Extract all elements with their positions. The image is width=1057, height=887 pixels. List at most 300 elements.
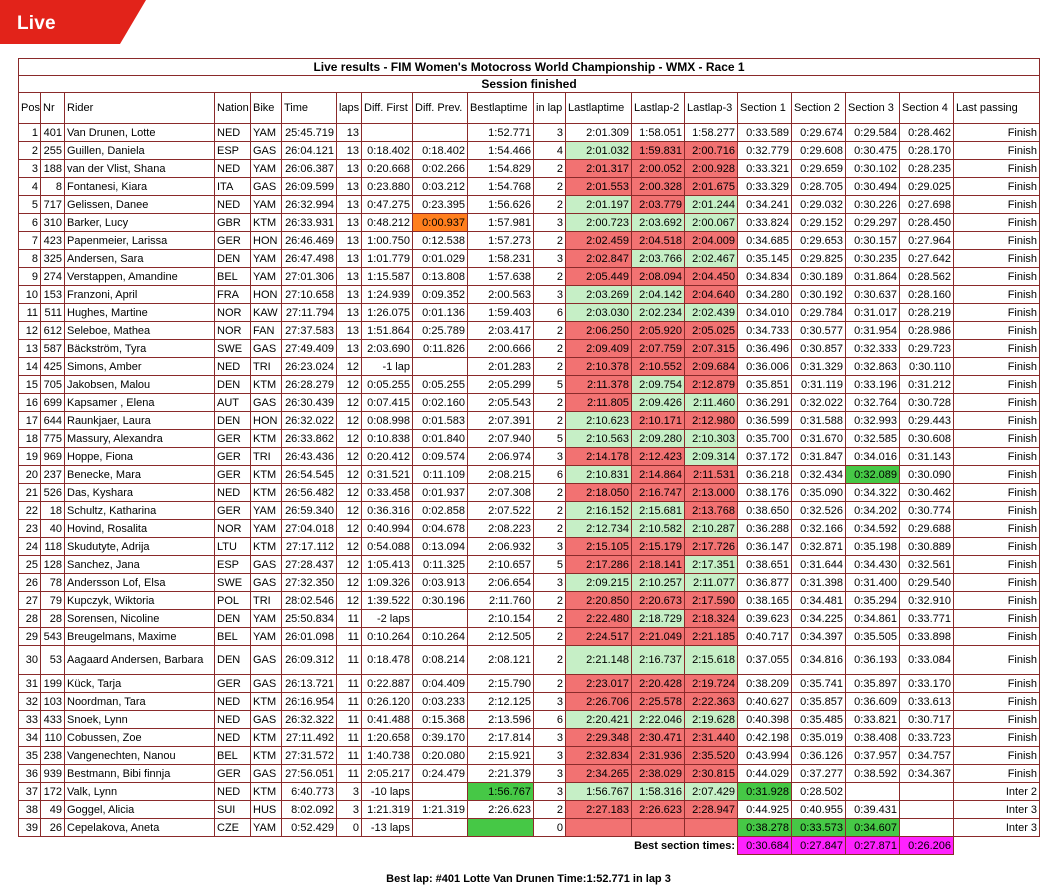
cell-in-lap: 3 [534,448,566,466]
cell-in-lap: 3 [534,286,566,304]
cell-rider: van der Vlist, Shana [65,160,215,178]
cell-s3: 0:34.202 [846,502,900,520]
cell-last3 [685,819,738,837]
cell-pos: 16 [19,394,41,412]
cell-time: 27:04.018 [282,520,337,538]
cell-diff-prev: 0:12.538 [413,232,468,250]
page-title: Live results - FIM Women's Motocross World Championship - WMX - Race 1 [19,59,1040,76]
cell-time: 27:28.437 [282,556,337,574]
cell-in-lap: 5 [534,430,566,448]
cell-last2: 2:20.428 [632,675,685,693]
cell-s1: 0:34.241 [738,196,792,214]
cell-s1: 0:38.209 [738,675,792,693]
cell-last2: 2:15.179 [632,538,685,556]
cell-s4: 0:29.443 [900,412,954,430]
cell-s2: 0:30.192 [792,286,846,304]
cell-s4: 0:32.561 [900,556,954,574]
cell-pos: 14 [19,358,41,376]
cell-last: 2:01.553 [566,178,632,196]
cell-nation: SWE [215,574,251,592]
cell-laps: 12 [337,520,362,538]
cell-diff-prev: 0:05.255 [413,376,468,394]
table-row [19,412,1040,430]
cell-bike: YAM [251,160,282,178]
cell-last: 2:32.834 [566,747,632,765]
cell-rider: Cobussen, Zoe [65,729,215,747]
cell-s2: 0:29.608 [792,142,846,160]
cell-laps: 12 [337,574,362,592]
cell-time: 0:52.429 [282,819,337,837]
cell-time: 26:33.862 [282,430,337,448]
cell-laps: 12 [337,358,362,376]
cell-s1: 0:36.218 [738,466,792,484]
cell-diff-prev: 0:11.325 [413,556,468,574]
cell-diff-prev: 0:09.352 [413,286,468,304]
cell-diff-first: 0:31.521 [362,466,413,484]
cell-laps: 13 [337,322,362,340]
table-row [19,268,1040,286]
cell-rider: Raunkjaer, Laura [65,412,215,430]
cell-passing: Finish [954,574,1040,592]
cell-nation: ITA [215,178,251,196]
cell-laps: 13 [337,340,362,358]
cell-nation: GER [215,466,251,484]
cell-last: 2:03.269 [566,286,632,304]
cell-s4: 0:33.170 [900,675,954,693]
cell-nation: GER [215,675,251,693]
cell-diff-first: 0:20.668 [362,160,413,178]
cell-s1: 0:40.627 [738,693,792,711]
table-row [19,747,1040,765]
cell-nr: 775 [41,430,65,448]
cell-pos: 20 [19,466,41,484]
cell-in-lap: 2 [534,322,566,340]
cell-last2: 2:10.257 [632,574,685,592]
cell-rider: Skudutyte, Adrija [65,538,215,556]
cell-s3: 0:31.400 [846,574,900,592]
col-header-lastlap-2: Lastlap-2 [632,93,685,124]
cell-nr: 172 [41,783,65,801]
cell-diff-prev: 0:10.264 [413,628,468,646]
cell-bike: FAN [251,322,282,340]
cell-time: 27:49.409 [282,340,337,358]
cell-best: 2:07.940 [468,430,534,448]
cell-passing: Finish [954,268,1040,286]
cell-last2: 2:30.471 [632,729,685,747]
table-row [19,783,1040,801]
cell-last: 2:01.032 [566,142,632,160]
cell-s2: 0:29.653 [792,232,846,250]
cell-rider: Fontanesi, Kiara [65,178,215,196]
cell-last: 2:02.459 [566,232,632,250]
cell-s3: 0:36.609 [846,693,900,711]
cell-s1: 0:40.398 [738,711,792,729]
col-header-bestlaptime: Bestlaptime [468,93,534,124]
cell-laps: 12 [337,412,362,430]
cell-bike: GAS [251,646,282,675]
cell-laps: 13 [337,232,362,250]
cell-rider: Jakobsen, Malou [65,376,215,394]
cell-pos: 3 [19,160,41,178]
cell-nr: 199 [41,675,65,693]
cell-pos: 18 [19,430,41,448]
cell-rider: Verstappen, Amandine [65,268,215,286]
cell-diff-first: 0:10.838 [362,430,413,448]
cell-s4: 0:30.889 [900,538,954,556]
cell-laps: 12 [337,592,362,610]
cell-s1: 0:33.824 [738,214,792,232]
cell-best: 1:56.767 [468,783,534,801]
cell-bike: GAS [251,340,282,358]
cell-s3: 0:33.196 [846,376,900,394]
cell-best: 2:05.299 [468,376,534,394]
cell-s1: 0:42.198 [738,729,792,747]
cell-time: 26:04.121 [282,142,337,160]
cell-passing: Finish [954,765,1040,783]
cell-bike: KTM [251,376,282,394]
cell-s2: 0:29.674 [792,124,846,142]
cell-laps: 13 [337,124,362,142]
table-row [19,693,1040,711]
cell-passing: Finish [954,304,1040,322]
cell-in-lap: 2 [534,801,566,819]
cell-best: 2:21.379 [468,765,534,783]
cell-in-lap: 3 [534,538,566,556]
cell-nr: 53 [41,646,65,675]
cell-time: 25:45.719 [282,124,337,142]
cell-diff-prev: 0:01.840 [413,430,468,448]
cell-last3: 2:00.928 [685,160,738,178]
cell-best: 1:57.638 [468,268,534,286]
cell-s1: 0:35.145 [738,250,792,268]
cell-rider: Sorensen, Nicoline [65,610,215,628]
cell-last2: 2:00.052 [632,160,685,178]
cell-best: 2:15.921 [468,747,534,765]
cell-nr: 237 [41,466,65,484]
cell-diff-first: 1:15.587 [362,268,413,286]
cell-s1: 0:36.877 [738,574,792,592]
cell-bike: YAM [251,250,282,268]
cell-in-lap: 2 [534,232,566,250]
cell-nation: DEN [215,412,251,430]
cell-last3: 2:02.467 [685,250,738,268]
cell-laps: 12 [337,376,362,394]
cell-bike: TRI [251,448,282,466]
table-row [19,304,1040,322]
cell-s2: 0:32.434 [792,466,846,484]
results-table [18,58,1040,855]
cell-s3: 0:36.193 [846,646,900,675]
cell-passing: Finish [954,178,1040,196]
cell-s4: 0:34.367 [900,765,954,783]
cell-bike: KTM [251,747,282,765]
cell-diff-prev: 0:00.937 [413,214,468,232]
cell-s3: 0:35.198 [846,538,900,556]
cell-passing: Finish [954,376,1040,394]
cell-diff-prev: 0:08.214 [413,646,468,675]
cell-s3: 0:31.017 [846,304,900,322]
cell-nation: DEN [215,376,251,394]
cell-diff-first: 0:05.255 [362,376,413,394]
cell-time: 27:32.350 [282,574,337,592]
cell-last: 2:10.831 [566,466,632,484]
cell-diff-prev [413,819,468,837]
cell-nation: BEL [215,628,251,646]
cell-passing: Finish [954,711,1040,729]
cell-in-lap: 3 [534,783,566,801]
cell-passing: Finish [954,286,1040,304]
cell-time: 26:56.482 [282,484,337,502]
cell-in-lap: 6 [534,711,566,729]
cell-bike: KAW [251,304,282,322]
cell-s1: 0:38.165 [738,592,792,610]
cell-diff-prev: 0:11.826 [413,340,468,358]
cell-last3: 2:12.879 [685,376,738,394]
cell-time: 26:32.994 [282,196,337,214]
cell-best: 2:08.121 [468,646,534,675]
cell-s2: 0:32.526 [792,502,846,520]
cell-last: 2:26.706 [566,693,632,711]
cell-s1: 0:35.700 [738,430,792,448]
cell-in-lap: 2 [534,412,566,430]
cell-time: 25:50.834 [282,610,337,628]
cell-last3: 2:22.363 [685,693,738,711]
cell-s2: 0:30.857 [792,340,846,358]
cell-s2: 0:32.871 [792,538,846,556]
cell-nation: ESP [215,556,251,574]
cell-nation: GER [215,232,251,250]
cell-laps: 11 [337,729,362,747]
cell-nr: 153 [41,286,65,304]
cell-last2: 1:58.051 [632,124,685,142]
cell-pos: 26 [19,574,41,592]
best-section-label: Best section times: [634,839,735,852]
cell-pos: 35 [19,747,41,765]
cell-nation: SWE [215,340,251,358]
cell-s3: 0:29.584 [846,124,900,142]
cell-nation: GER [215,502,251,520]
cell-time: 26:32.322 [282,711,337,729]
cell-s1: 0:37.055 [738,646,792,675]
cell-last2: 2:16.737 [632,646,685,675]
cell-rider: Papenmeier, Larissa [65,232,215,250]
cell-s2: 0:35.090 [792,484,846,502]
cell-pos: 15 [19,376,41,394]
cell-bike: KTM [251,214,282,232]
cell-last: 2:02.847 [566,250,632,268]
cell-nr: 310 [41,214,65,232]
cell-s2: 0:34.397 [792,628,846,646]
table-row [19,801,1040,819]
cell-rider: Sanchez, Jana [65,556,215,574]
cell-last2: 2:02.234 [632,304,685,322]
cell-laps: 13 [337,268,362,286]
cell-diff-first: 1:20.658 [362,729,413,747]
cell-diff-first: 1:51.864 [362,322,413,340]
cell-bike: YAM [251,502,282,520]
cell-diff-prev: 0:03.212 [413,178,468,196]
cell-best [468,819,534,837]
cell-s2: 0:35.485 [792,711,846,729]
cell-last3: 2:09.684 [685,358,738,376]
cell-passing: Finish [954,556,1040,574]
table-row [19,592,1040,610]
cell-diff-first: 0:18.478 [362,646,413,675]
cell-last2: 2:03.692 [632,214,685,232]
cell-bike: KTM [251,484,282,502]
cell-s2: 0:31.847 [792,448,846,466]
cell-passing: Finish [954,358,1040,376]
cell-nation: NED [215,124,251,142]
cell-nr: 717 [41,196,65,214]
cell-diff-prev [413,124,468,142]
cell-laps: 13 [337,304,362,322]
cell-last2: 2:21.049 [632,628,685,646]
cell-best: 2:06.932 [468,538,534,556]
cell-time: 26:01.098 [282,628,337,646]
cell-laps: 12 [337,430,362,448]
cell-best: 1:52.771 [468,124,534,142]
cell-rider: Seleboe, Mathea [65,322,215,340]
cell-s4: 0:33.723 [900,729,954,747]
cell-passing: Finish [954,448,1040,466]
cell-last2: 2:09.280 [632,430,685,448]
cell-diff-first: 0:54.088 [362,538,413,556]
cell-last: 2:11.805 [566,394,632,412]
cell-last2: 2:04.142 [632,286,685,304]
cell-diff-first: 1:00.750 [362,232,413,250]
cell-last: 2:00.723 [566,214,632,232]
cell-s4: 0:28.160 [900,286,954,304]
cell-last2: 2:22.046 [632,711,685,729]
cell-last: 2:01.197 [566,196,632,214]
cell-nation: NED [215,693,251,711]
cell-best: 2:07.391 [468,412,534,430]
cell-passing: Finish [954,160,1040,178]
cell-pos: 17 [19,412,41,430]
cell-s1: 0:43.994 [738,747,792,765]
cell-time: 27:31.572 [282,747,337,765]
col-header-laps: laps [337,93,362,124]
cell-best: 2:15.790 [468,675,534,693]
cell-diff-prev [413,783,468,801]
cell-pos: 7 [19,232,41,250]
table-row [19,322,1040,340]
cell-pos: 9 [19,268,41,286]
cell-s4: 0:30.110 [900,358,954,376]
cell-rider: Vangenechten, Nanou [65,747,215,765]
table-row [19,358,1040,376]
cell-rider: Kück, Tarja [65,675,215,693]
cell-laps: 12 [337,394,362,412]
cell-passing: Finish [954,592,1040,610]
cell-passing: Finish [954,675,1040,693]
table-row [19,675,1040,693]
cell-nation: SUI [215,801,251,819]
cell-time: 26:28.279 [282,376,337,394]
cell-rider: Goggel, Alicia [65,801,215,819]
cell-time: 26:47.498 [282,250,337,268]
cell-pos: 37 [19,783,41,801]
cell-s3: 0:35.294 [846,592,900,610]
cell-in-lap: 2 [534,628,566,646]
cell-bike: KTM [251,729,282,747]
cell-s3: 0:32.333 [846,340,900,358]
cell-last2: 2:07.759 [632,340,685,358]
cell-s1: 0:38.278 [738,819,792,837]
cell-bike: HUS [251,801,282,819]
cell-nr: 425 [41,358,65,376]
cell-rider: Cepelakova, Aneta [65,819,215,837]
cell-diff-prev: 0:18.402 [413,142,468,160]
cell-last: 2:10.623 [566,412,632,430]
cell-pos: 29 [19,628,41,646]
cell-diff-first: 0:33.458 [362,484,413,502]
cell-nr: 40 [41,520,65,538]
cell-last: 2:23.017 [566,675,632,693]
cell-in-lap: 4 [534,142,566,160]
cell-nation: NOR [215,304,251,322]
cell-diff-first: -2 laps [362,610,413,628]
cell-bike: GAS [251,675,282,693]
cell-s3: 0:32.585 [846,430,900,448]
cell-s4: 0:28.562 [900,268,954,286]
cell-nr: 274 [41,268,65,286]
cell-pos: 31 [19,675,41,693]
cell-diff-prev [413,610,468,628]
cell-nr: 78 [41,574,65,592]
cell-last3: 2:04.450 [685,268,738,286]
cell-s3: 0:30.235 [846,250,900,268]
cell-last2: 2:05.920 [632,322,685,340]
cell-last: 2:16.152 [566,502,632,520]
col-header-lastlaptime: Lastlaptime [566,93,632,124]
header-row [19,93,1040,124]
cell-passing: Finish [954,142,1040,160]
cell-last3: 2:12.980 [685,412,738,430]
cell-in-lap: 3 [534,747,566,765]
cell-nr: 79 [41,592,65,610]
results-container [18,58,1039,855]
cell-nation: DEN [215,646,251,675]
cell-s2: 0:29.032 [792,196,846,214]
cell-in-lap: 3 [534,214,566,232]
cell-pos: 6 [19,214,41,232]
cell-diff-first: 1:40.738 [362,747,413,765]
cell-in-lap: 3 [534,124,566,142]
cell-rider: Hovind, Rosalita [65,520,215,538]
cell-rider: Valk, Lynn [65,783,215,801]
cell-last3: 2:07.315 [685,340,738,358]
cell-bike: HON [251,412,282,430]
cell-rider: Massury, Alexandra [65,430,215,448]
cell-passing: Finish [954,214,1040,232]
table-row [19,484,1040,502]
cell-passing: Finish [954,232,1040,250]
cell-s2: 0:31.398 [792,574,846,592]
cell-time: 27:11.794 [282,304,337,322]
cell-in-lap: 2 [534,160,566,178]
cell-rider: Snoek, Lynn [65,711,215,729]
cell-laps: 11 [337,646,362,675]
cell-last3: 2:04.640 [685,286,738,304]
cell-diff-prev: 0:02.266 [413,160,468,178]
cell-s4: 0:29.723 [900,340,954,358]
cell-laps: 12 [337,556,362,574]
table-row [19,628,1040,646]
cell-diff-prev: 0:02.160 [413,394,468,412]
cell-diff-prev [413,358,468,376]
